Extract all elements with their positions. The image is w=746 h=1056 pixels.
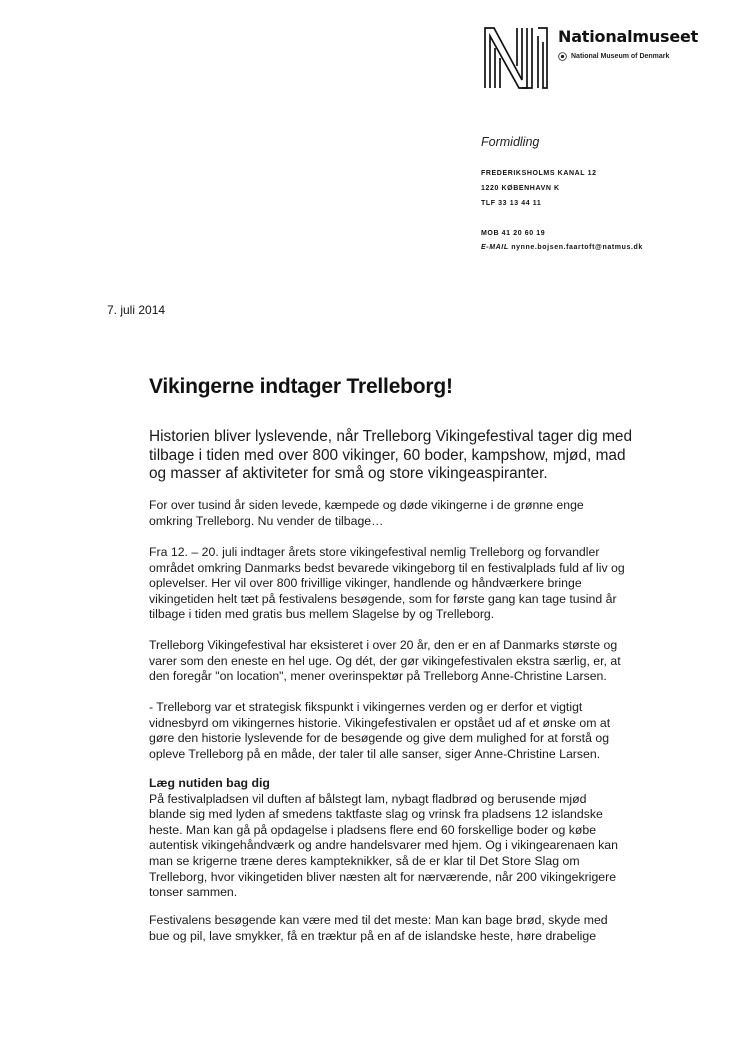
paragraph-line: omkring Trelleborg. Nu vender de tilbage… xyxy=(149,513,384,528)
document-date: 7. juli 2014 xyxy=(107,303,166,317)
paragraph-6 xyxy=(149,913,608,944)
department: Formidling xyxy=(481,135,540,149)
paragraph-line: området omkring Danmarks bedst bevarede vikingeborg til en festivalplads fuld af liv og xyxy=(149,560,625,575)
paragraph-line: heste. Man kan gå på opdagelse i pladsens flere end 60 forskellige boder og købe xyxy=(149,822,597,837)
paragraph-1 xyxy=(149,498,584,529)
lead-paragraph xyxy=(149,428,709,484)
section-subheading: Læg nutiden bag dig xyxy=(149,776,270,790)
email-label: E-MAIL xyxy=(481,244,509,251)
paragraph-line: Fra 12. – 20. juli indtager årets store vikingefestival nemlig Trelleborg og forvandler xyxy=(149,545,600,559)
paragraph-line: gøre den historie lyslevende for de besøgende og give dem mulighed for at forstå og xyxy=(149,731,610,746)
paragraph-line: bue og pil, lave smykker, få en træktur på en af de islandske heste, høre drabelige xyxy=(149,928,597,943)
lead-line: Historien bliver lyslevende, når Trelleborg Vikingefestival tager dig med xyxy=(149,428,633,445)
brand-subtitle xyxy=(558,52,669,61)
email-line xyxy=(481,244,643,251)
paragraph-line: oplevelser. Her vil over 800 frivillige vikinger, handlende og håndværkere bringe xyxy=(149,576,582,591)
email-address[interactable]: nynne.bojsen.faartoft@natmus.dk xyxy=(511,244,643,251)
paragraph-line: tonser sammen. xyxy=(149,885,238,900)
document-title: Vikingerne indtager Trelleborg! xyxy=(149,375,453,398)
brand-subtitle-text: National Museum of Denmark xyxy=(571,53,670,60)
nationalmuseet-n-logo xyxy=(483,26,553,90)
phone: TLF 33 13 44 11 xyxy=(481,200,542,207)
paragraph-line: vidnesbyrd om vikingernes historie. Vikingefestivalen er opstået ud af et ønske om at xyxy=(149,715,611,730)
crown-emblem-icon xyxy=(558,52,567,61)
paragraph-line: blande sig med lyden af smedens taktfaste slag og vrinsk fra pladsens 12 islandske xyxy=(149,807,603,822)
lead-line: og masser af aktiviteter for små og store vikingeaspiranter. xyxy=(149,465,548,482)
paragraph-line: opleve Trelleborg på en måde, der taler til alle sanser, siger Anne-Christine Larsen. xyxy=(149,746,601,761)
paragraph-line: På festivalpladsen vil duften af bålstegt lam, nybagt fladbrød og berusende mjød xyxy=(149,791,587,806)
lead-line: tilbage i tiden med over 800 vikinger, 60 boder, kampshow, mjød, mad xyxy=(149,446,626,464)
paragraph-line: autentisk vikingehåndværk og andre handelsvarer med hjem. Og i vikingearenaen kan xyxy=(149,838,618,853)
mobile: MOB 41 20 60 19 xyxy=(481,230,546,237)
paragraph-5 xyxy=(149,776,618,901)
address-line-2: 1220 KØBENHAVN K xyxy=(481,185,560,192)
paragraph-line: Festivalens besøgende kan være med til det meste: Man kan bage brød, skyde med xyxy=(149,913,608,927)
paragraph-line: man se krigerne træne deres kampteknikker, så de er klar til Det Store Slag om xyxy=(149,853,580,868)
paragraph-line: - Trelleborg var et strategisk fikspunkt i vikingernes verden og er derfor et vigtigt xyxy=(149,700,583,714)
paragraph-line: den foregår "on location", mener overinspektør på Trelleborg Anne-Christine Larsen. xyxy=(149,669,607,684)
paragraph-line: Trelleborg, hvor vikingetiden bliver næsten alt for nærværende, når 200 vikingekrigere xyxy=(149,869,617,884)
paragraph-2 xyxy=(149,545,625,623)
brand-name: Nationalmuseet xyxy=(558,27,699,46)
paragraph-3 xyxy=(149,638,621,685)
paragraph-line: vikingetiden helt tæt på festivalens besøgende, som for første gang kan tage tusind år xyxy=(149,591,617,606)
paragraph-line: Trelleborg Vikingefestival har eksisteret i over 20 år, den er en af Danmarks største og xyxy=(149,638,618,652)
paragraph-4 xyxy=(149,700,610,762)
paragraph-line: tilbage i tiden med gratis bus mellem Slagelse by og Trelleborg. xyxy=(149,607,495,622)
address-line-1: FREDERIKSHOLMS KANAL 12 xyxy=(481,170,597,177)
paragraph-line: For over tusind år siden levede, kæmpede og døde vikingerne i de grønne enge xyxy=(149,498,584,512)
paragraph-line: varer som den eneste en hel uge. Og dét, der gør vikingefestivalen ekstra særlig, er, at xyxy=(149,653,621,668)
